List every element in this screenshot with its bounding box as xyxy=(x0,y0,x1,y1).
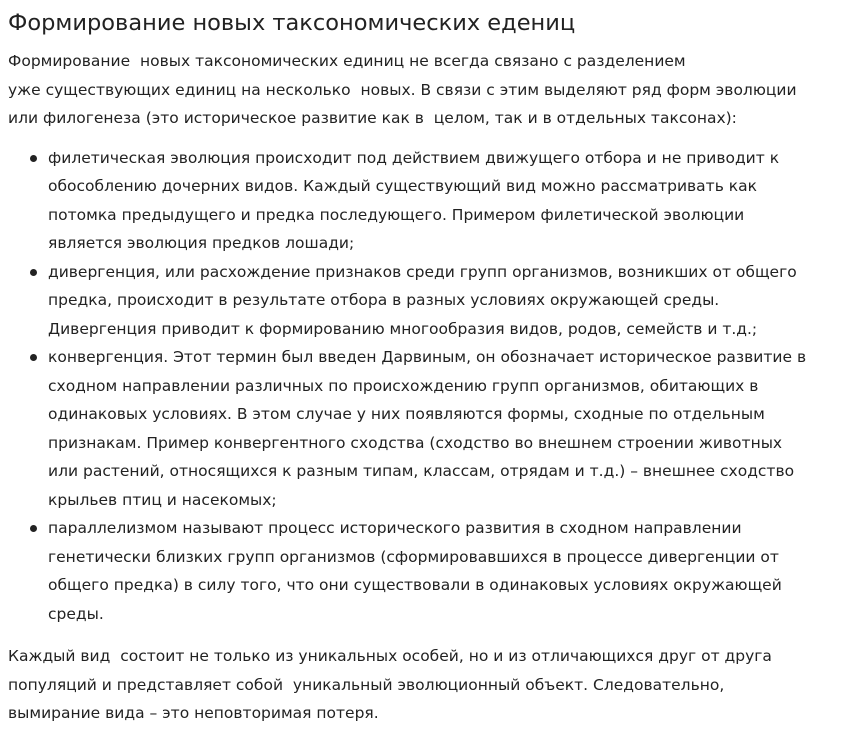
list-item-line: филетическая эволюция происходит под действием движущего отбора и не приводит к xyxy=(48,148,780,167)
list-item-line: сходном направлении различных по происхождению групп организмов, обитающих в xyxy=(48,376,759,395)
list-item-line: дивергенция, или расхождение признаков среди групп организмов, возникших от общего xyxy=(48,262,797,281)
page-title: Формирование новых таксономических едениц xyxy=(8,10,576,36)
list-item-line: является эволюция предков лошади; xyxy=(48,234,355,252)
list-item-phyletic-evolution xyxy=(8,144,839,258)
outro-line: вымирание вида – это неповторимая потеря. xyxy=(8,704,379,722)
evolution-forms-list xyxy=(8,144,839,629)
bullet-dot-icon xyxy=(30,155,37,162)
intro-line: уже существующих единиц на несколько новых. В связи с этим выделяют ряд форм эволюции xyxy=(8,80,797,99)
intro-paragraph xyxy=(8,47,839,133)
bullet-dot-icon xyxy=(30,269,37,276)
bullet-dot-icon xyxy=(30,525,37,532)
list-item-line: общего предка) в силу того, что они существовали в одинаковых условиях окружающей xyxy=(48,576,782,594)
intro-line: Формирование новых таксономических единиц не всегда связано с разделением xyxy=(8,52,686,70)
list-item-convergence xyxy=(8,343,839,514)
list-item-line: генетически близких групп организмов (сформировавшихся в процессе дивергенции от xyxy=(48,547,779,566)
list-item-line: среды. xyxy=(48,604,104,623)
list-item-line: крыльев птиц и насекомых; xyxy=(48,490,277,509)
bullet-dot-icon xyxy=(30,354,37,361)
list-item-parallelism xyxy=(8,514,839,628)
outro-line: Каждый вид состоит не только из уникальных особей, но и из отличающихся друг от друга xyxy=(8,647,772,665)
list-item-line: конвергенция. Этот термин был введен Дарвиным, он обозначает историческое развитие в xyxy=(48,348,807,366)
list-item-line: признакам. Пример конвергентного сходства (сходство во внешнем строении животных xyxy=(48,433,783,452)
list-item-line: предка, происходит в результате отбора в разных условиях окружающей среды. xyxy=(48,291,720,309)
intro-line: или филогенеза (это историческое развитие как в целом, так и в отдельных таксонах): xyxy=(8,109,737,127)
outro-line: популяций и представляет собой уникальный эволюционный объект. Следовательно, xyxy=(8,675,725,694)
list-item-line: одинаковых условиях. В этом случае у них появляются формы, сходные по отдельным xyxy=(48,405,765,423)
list-item-line: или растений, относящихся к разным типам, классам, отрядам и т.д.) – внешнее сходство xyxy=(48,462,795,480)
list-item-line: параллелизмом называют процесс исторического развития в сходном направлении xyxy=(48,519,742,537)
list-item-line: потомка предыдущего и предка последующего. Примером филетической эволюции xyxy=(48,205,745,224)
list-item-divergence xyxy=(8,258,839,344)
list-item-line: Дивергенция приводит к формированию многообразия видов, родов, семейств и т.д.; xyxy=(48,319,758,338)
list-item-line: обособлению дочерних видов. Каждый существующий вид можно рассматривать как xyxy=(48,177,757,195)
outro-paragraph xyxy=(8,642,839,728)
